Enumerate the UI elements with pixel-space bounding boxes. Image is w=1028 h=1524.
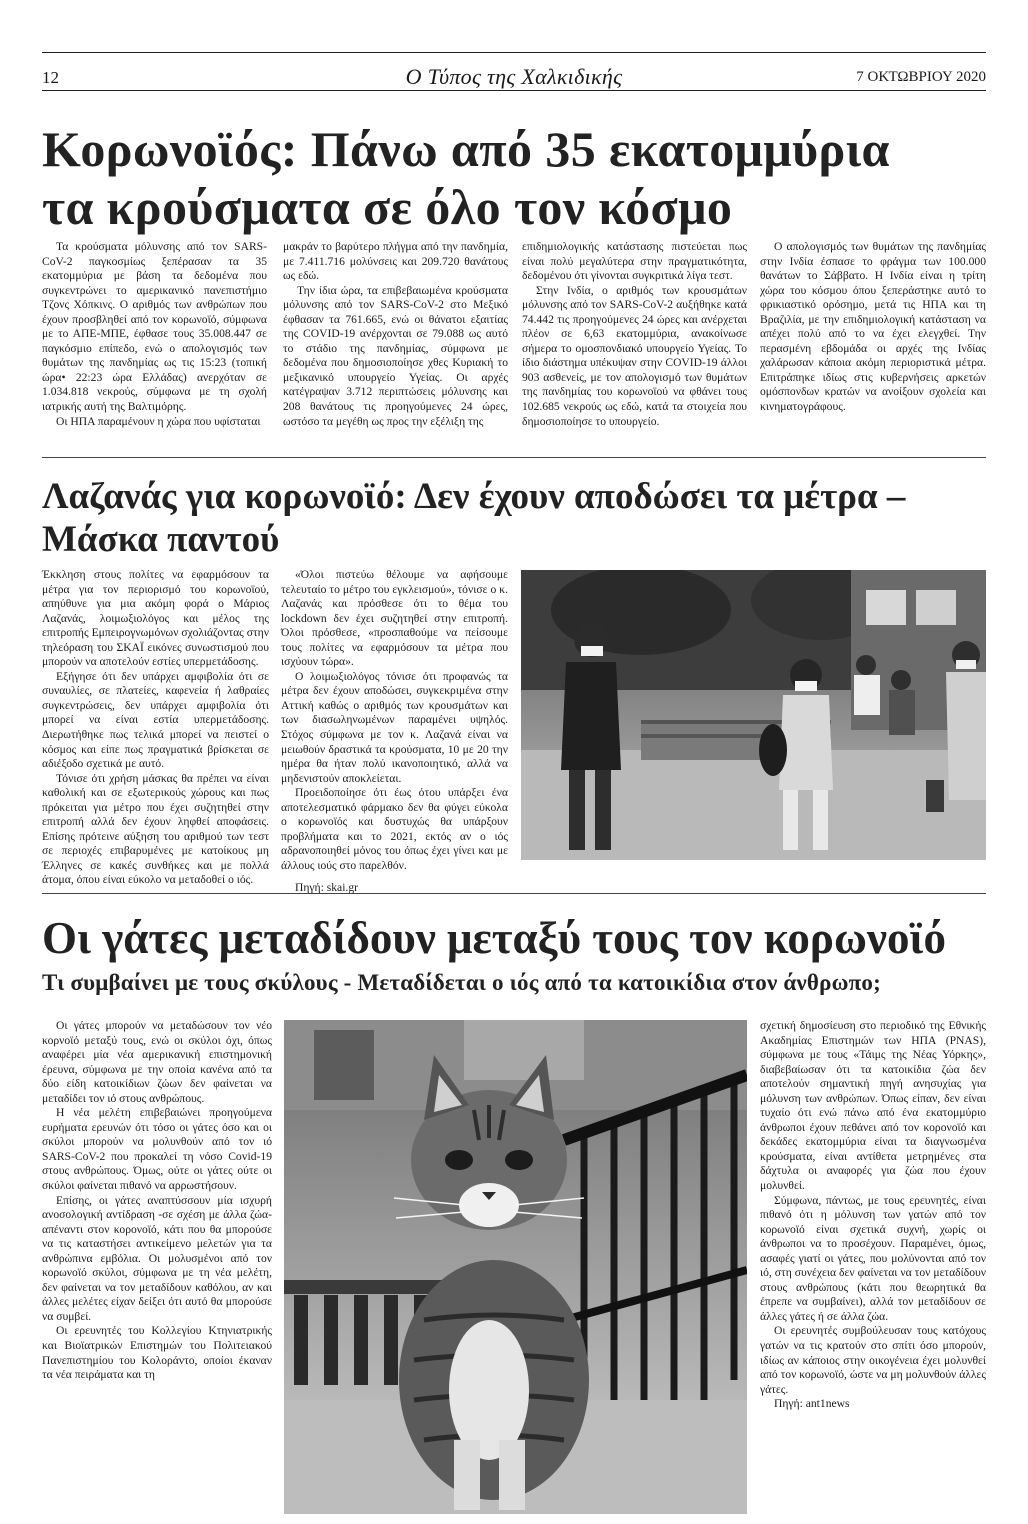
- article3-column-1: [42, 1019, 272, 1383]
- paragraph: Επίσης, οι γάτες αναπτύσσουν μία ισχυρή ανοσολογική αντίδραση -σε σχέση με άλλα ζώα- απέναντι στον κορονοϊό, κάτι που θα μπορούσε να τις καταστήσει αντικείμενο μελετών για τα ανθρώπινα εμβόλια. Οι μολυσμένοι από τον κορωνοϊό σκύλοι, σύμφωνα με τη νέα μελέτη, δεν φαίνεται να τον μεταδίδουν καθόλου, αν και άλλες μελέτες είχαν δείξει ότι αυτό θα μπορούσε να συμβεί.: [42, 1193, 272, 1323]
- paragraph: «Όλοι πιστεύω θέλουμε να αφήσουμε τελευταίο το μέτρο του εγκλεισμού», τόνισε ο κ. Λαζανάς και πρόσθεσε ότι το θέμα του lockdown δεν έχει συζητηθεί στην επιτροπή. Όλοι πρόσθεσε, «προσπαθούμε να πείσουμε τους πολίτες να εφαρμόσουν τα μέτρα που ισχύουν τώρα».: [281, 568, 508, 669]
- paragraph: Οι ερευνητές συμβούλευσαν τους κατόχους γατών να τις κρατούν στο σπίτι όσο μπορούν, ιδίως αν κάποιος στην οικογένεια έχει μολυνθεί από τον κορωνοϊό, ώστε να μη μολυνθούν άλλες γάτες.: [760, 1324, 986, 1396]
- article3-source: Πηγή: ant1news: [774, 1397, 850, 1411]
- paragraph: Προειδοποίησε ότι έως ότου υπάρξει ένα αποτελεσματικό φάρμακο δεν θα φύγει εύκολα ο κορωνοϊός και δυστυχώς θα υπάρξουν προβλήματα και το 2021, εκτός αν ο ιός αδρανοποιηθεί μόνος του όπως έχει γίνει και με άλλους ιούς στο παρελθόν.: [281, 786, 508, 872]
- paragraph: Σύμφωνα, πάντως, με τους ερευνητές, είναι πιθανό ότι η μόλυνση των γατών από τον κορωνοϊό είναι σχετικά συχνή, χωρίς οι άνθρωποι να το προσέχουν. Παραμένει, όμως, ασαφές γιατί οι γάτες, που μολύνονται από τον ιό, στη συνέχεια δεν φαίνεται να τον μεταδίδουν στους ανθρώπους (κάτι που θεωρητικά θα έπρεπε να συμβαίνει), αλλά τον μεταδίδουν σε άλλες γάτες ή σε άλλα ζώα.: [760, 1193, 986, 1323]
- article3-headline: Οι γάτες μεταδίδουν μεταξύ τους τον κορωνοϊό: [42, 913, 946, 963]
- paragraph: Τόνισε ότι χρήση μάσκας θα πρέπει να είναι καθολική και σε εξωτερικούς χώρους και πως πρόκειται για μέτρο που έχει συζητηθεί στην επιτροπή αλλά δεν έχουν ληφθεί αποφάσεις. Επίσης πρότεινε αύξηση του αριθμού των τεστ σε περιοχές επιβαρυμένες με κατοίκους μη Έλληνες σε κακές συνθήκες και με πολλά άτομα, όπου είναι εύκολο να μεταδοθεί ο ιός.: [42, 771, 269, 887]
- article2-source: Πηγή: skai.gr: [295, 881, 358, 895]
- header-bottom-rule: [42, 90, 986, 91]
- paragraph: Ο λοιμωξιολόγος τόνισε ότι προφανώς τα μέτρα δεν έχουν αποδώσει, συγκεκριμένα στην Αττική καθώς ο αριθμός των κρουσμάτων και των διασωληνωμένων παραμένει υψηλός. Στόχος σύμφωνα με τον κ. Λαζανά είναι να μειωθούν δραστικά τα κρούσματα, 10 με 20 την ημέρα θα ήταν πολύ ικανοποιητικό, αλλά να μηδενιστούν αποκλείεται.: [281, 669, 508, 785]
- article2-column-2: [281, 568, 508, 896]
- cat-illustration: [284, 1020, 747, 1514]
- masked-people-illustration: [521, 570, 986, 860]
- article1-headline: [42, 120, 942, 236]
- paragraph: επιδημιολογικής κατάστασης πιστεύεται πως είναι πολύ μεγαλύτερα στην πραγματικότητα, δεδομένου ότι γίνονται συγκριτικά λίγα τεστ.: [522, 240, 747, 283]
- paragraph: Έκκληση στους πολίτες να εφαρμόσουν τα μέτρα για τον περιορισμό του κορωνοϊού, απηύθυνε για μια ακόμη φορά ο Μάριος Λαζανάς, λοιμωξιολόγος και μέλος της επιτροπής Εμπειρογνωμόνων σχολιάζοντας στην τηλεόραση του ΣΚΑΪ εικόνες συνωστισμού που μπορούν να αποτελούν εστίες υπερμετάδοσης.: [42, 568, 269, 669]
- article2-column-1: [42, 568, 269, 888]
- article1-column-1: [42, 240, 267, 429]
- paragraph: Οι γάτες μπορούν να μεταδώσουν τον νέο κορνοϊό μεταξύ τους, ενώ οι σκύλοι όχι, όπως αναφέρει μία νέα αμερικανική επιστημονική έρευνα, σύμφωνα με την οποία κανένα από τα δύο είδη κατοικίδιων ζώων δεν φαίνεται να μεταδίδει τον ιό στους ανθρώπους.: [42, 1019, 272, 1105]
- paragraph: σχετική δημοσίευση στο περιοδικό της Εθνικής Ακαδημίας Επιστημών των ΗΠΑ (PNAS), σύμφωνα με τους «Τάιμς της Νέας Υόρκης», διαβεβαίωσαν ότι τα κατοικίδια ζώα δεν αποτελούν σημαντική πηγή ανησυχίας για μόλυνση των ανθρώπων. Όπως είπαν, δεν είναι τυχαίο ότι ενώ πάνω από ένα εκατομμύριο άνθρωποι έχουν πεθάνει από τον κορονοϊό και δεκάδες εκατομμύρια είναι τα διαγνωσμένα κρούσματα, είναι αντίθετα μετρημένες στα δάχτυλα οι αναφορές για ζώα που έχουν μολυνθεί.: [760, 1019, 986, 1193]
- newspaper-title: Ο Τύπος της Χαλκιδικής: [405, 64, 623, 89]
- article2-headline-line2: Μάσκα παντού: [42, 518, 280, 560]
- header-top-rule: [42, 52, 986, 53]
- article3-subheadline: Τι συμβαίνει με τους σκύλους - Μεταδίδεται ο ιός από τα κατοικίδια στον άνθρωπο;: [42, 970, 881, 996]
- article1-column-3: [522, 240, 747, 429]
- page-number: 12: [42, 68, 59, 87]
- paragraph: Οι ερευνητές του Κολλεγίου Κτηνιατρικής και Βιοϊατρικών Επιστημών του Πολιτειακού Πανεπιστημίου του Κολοράντο, οποίοι έκαναν τα νέα πειράματα και τη: [42, 1324, 272, 1382]
- article1-column-4: [760, 240, 986, 415]
- article1-headline-line1: Κορωνοϊός: Πάνω από 35 εκατομμύρια: [42, 121, 890, 177]
- article2-headline: [42, 476, 986, 562]
- section-divider: [42, 457, 986, 458]
- paragraph: Τα κρούσματα μόλυνσης από τον SARS-CoV-2 παγκοσμίως ξεπέρασαν τα 35 εκατομμύρια με βάση τα δεδομένα που συγκεντρώνει το αμερικανικό πανεπιστήμιο Τζονς Χόπκινς. Ο αριθμός των ανθρώπων που έχουν προσβληθεί από τον κορωνοϊό, σύμφωνα με το ΑΠΕ-ΜΠΕ, έφθασε τους 35.008.447 σε παγκόσμιο επίπεδο, ενώ ο απολογισμός των θυμάτων της πανδημίας ως τις 15:23 (τοπική ώρα• 22:23 ώρα Ελλάδας) ανερχόταν σε 1.034.818 νεκρούς, σύμφωνα με τη σχολή ιατρικής αυτή της Βαλτιμόρης.: [42, 240, 267, 414]
- paragraph: μακράν το βαρύτερο πλήγμα από την πανδημία, με 7.411.716 μολύνσεις και 209.720 θανάτους ως εδώ.: [283, 240, 508, 283]
- article3-headline-block: [42, 912, 986, 997]
- cat-photo: [284, 1020, 747, 1514]
- article1-column-2: [283, 240, 508, 429]
- paragraph: Η νέα μελέτη επιβεβαιώνει προηγούμενα ευρήματα ερευνών ότι τόσο οι γάτες όσο και οι σκύλοι μπορούν να μολυνθούν από τον ιό SARS-CoV-2 που προκαλεί τη νόσο Covid-19 στους ανθρώπους. Όμως, ούτε οι γάτες ούτε οι σκύλοι φαίνεται πιθανό να αρρωστήσουν.: [42, 1106, 272, 1193]
- masked-people-photo: [521, 570, 986, 860]
- paragraph: Στην Ινδία, ο αριθμός των κρουσμάτων μόλυνσης από τον SARS-CoV-2 αυξήθηκε κατά 74.442 τις προηγούμενες 24 ώρες και ανέρχεται πλέον σε 6,63 εκατομμύρια, ανακοίνωσε σήμερα το ομοσπονδιακό υπουργείο Υγείας. Το ίδιο διάστημα υπέκυψαν στην COVID-19 άλλοι 903 ασθενείς, με τον απολογισμό των θυμάτων της πανδημίας του κορωνοϊού να φθάνει τους 102.685 νεκρούς ως εδώ, κατά τα στοιχεία που δημοσιοποίησε το υπουργείο.: [522, 283, 747, 428]
- issue-date: 7 ΟΚΤΩΒΡΙΟΥ 2020: [856, 69, 986, 85]
- paragraph: Ο απολογισμός των θυμάτων της πανδημίας στην Ινδία έσπασε το φράγμα των 100.000 θανάτων το Σάββατο. Η Ινδία είναι η τρίτη χώρα του κόσμου όπου ξεπεράστηκε αυτό το φρικιαστικό ορόσημο, μετά τις ΗΠΑ και τη Βραζιλία, με την επιδημιολογική κατάσταση να απέχει πολύ από το να έχει ελεγχθεί. Την περασμένη εβδομάδα οι αρχές της Ινδίας χαλάρωσαν κάποια ακόμη περιοριστικά μέτρα. Επιτράπηκε ιδίως στις κυβερνήσεις αρκετών ομόσπονδων κρατών να ανοίξουν σχολεία και κινηματογράφους.: [760, 240, 986, 414]
- article1-headline-line2: τα κρούσματα σε όλο τον κόσμο: [42, 179, 733, 235]
- paragraph: Εξήγησε ότι δεν υπάρχει αμφιβολία ότι σε συναυλίες, σε πλατείες, καφενεία ή λαθραίες συγκεντρώσεις, δεν υπάρχει αμφιβολία ότι μπορεί να είναι εστία υπερμετάδοσης. Διερωτήθηκε πως τελικά μπορεί να πειστεί ο κόσμος και είπε πως πραγματικά βρίσκεται σε αδιέξοδο σχετικά με αυτό.: [42, 669, 269, 771]
- section-divider: [42, 893, 986, 894]
- paragraph: Οι ΗΠΑ παραμένουν η χώρα που υφίσταται: [56, 414, 261, 428]
- article2-headline-line1: Λαζανάς για κορωνοϊό: Δεν έχουν αποδώσει τα μέτρα –: [42, 476, 906, 517]
- article3-column-2: [760, 1019, 986, 1412]
- paragraph: Την ίδια ώρα, τα επιβεβαιωμένα κρούσματα μόλυνσης από τον SARS-CoV-2 στο Μεξικό έφθασαν τα 761.665, ενώ οι θάνατοι εξαιτίας της COVID-19 ανέρχονται σε 79.088 ως αυτό το στάδιο της πανδημίας, σύμφωνα με δεδομένα που δημοσιοποίησε χθες Κυριακή το μεξικανικό υπουργείο Υγείας. Οι αρχές κατέγραψαν 3.712 περιπτώσεις μόλυνσης και 208 θανάτους τις προηγούμενες 24 ώρες, ωστόσο τα μεγέθη ως προς την εξέλιξη της: [283, 283, 508, 428]
